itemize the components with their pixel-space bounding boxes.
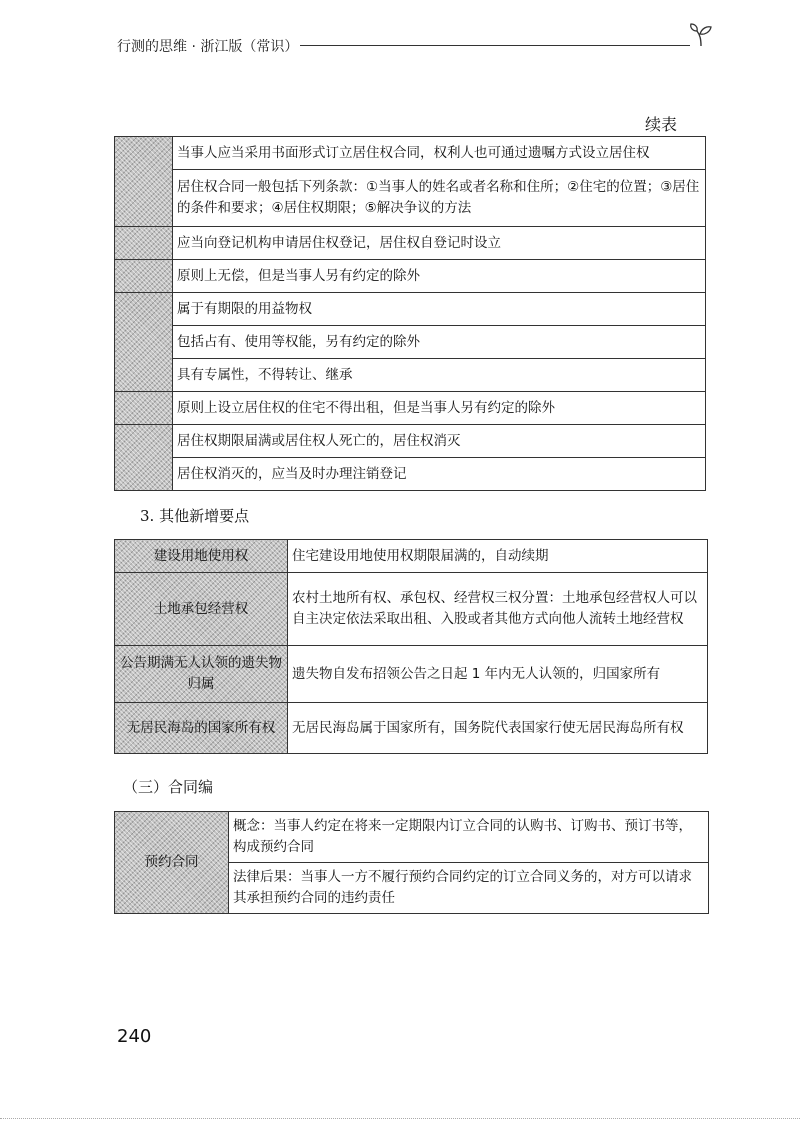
table-cell: 住宅建设用地使用权期限届满的，自动续期 — [288, 540, 708, 573]
table-row — [115, 227, 706, 260]
continued-table-caption: 续表 — [645, 115, 678, 134]
section-heading-contract: （三）合同编 — [123, 778, 214, 796]
table-row — [115, 326, 706, 359]
table-cell: 无居民海岛属于国家所有，国务院代表国家行使无居民海岛所有权 — [288, 703, 708, 754]
other-key-points-table — [114, 539, 708, 754]
table-cell: 居住权期限届满或居住权人死亡的，居住权消灭 — [173, 425, 706, 458]
table-cell: 农村土地所有权、承包权、经营权三权分置：土地承包经营权人可以自主决定依法采取出租、入股或者其他方式向他人流转土地经营权 — [288, 573, 708, 646]
row-label: 公告期满无人认领的遗失物归属 — [115, 646, 288, 703]
row-label: 预约合同 — [115, 812, 229, 914]
page-number: 240 — [117, 1026, 152, 1047]
shaded-label-cell — [115, 227, 173, 260]
table-cell: 原则上设立居住权的住宅不得出租，但是当事人另有约定的除外 — [173, 392, 706, 425]
table-row — [115, 573, 708, 646]
section-heading-other-points: 3. 其他新增要点 — [140, 507, 250, 525]
table-row — [115, 359, 706, 392]
shaded-label-cell — [115, 425, 173, 491]
shaded-label-cell — [115, 392, 173, 425]
table-row — [115, 540, 708, 573]
table-cell: 具有专属性，不得转让、继承 — [173, 359, 706, 392]
sprout-icon — [688, 22, 714, 48]
shaded-label-cell — [115, 293, 173, 392]
table-cell: 原则上无偿，但是当事人另有约定的除外 — [173, 260, 706, 293]
table-cell: 应当向登记机构申请居住权登记，居住权自登记时设立 — [173, 227, 706, 260]
table-row — [115, 137, 706, 170]
table-row — [115, 170, 706, 227]
table-row — [115, 260, 706, 293]
row-label: 建设用地使用权 — [115, 540, 288, 573]
table-row — [115, 293, 706, 326]
table-row — [115, 392, 706, 425]
table-row — [115, 425, 706, 458]
shaded-label-cell — [115, 137, 173, 227]
row-label: 土地承包经营权 — [115, 573, 288, 646]
table-cell: 包括占有、使用等权能，另有约定的除外 — [173, 326, 706, 359]
table-row — [115, 703, 708, 754]
pre-contract-table — [114, 811, 709, 914]
table-cell: 概念：当事人约定在将来一定期限内订立合同的认购书、订购书、预订书等，构成预约合同 — [229, 812, 709, 863]
table-cell: 属于有期限的用益物权 — [173, 293, 706, 326]
row-label: 无居民海岛的国家所有权 — [115, 703, 288, 754]
table-row — [115, 458, 706, 491]
table-cell: 法律后果：当事人一方不履行预约合同约定的订立合同义务的，对方可以请求其承担预约合同的违约责任 — [229, 863, 709, 914]
table-cell: 当事人应当采用书面形式订立居住权合同，权利人也可通过遗嘱方式设立居住权 — [173, 137, 706, 170]
table-cell: 居住权合同一般包括下列条款：①当事人的姓名或者名称和住所；②住宅的位置；③居住的条件和要求；④居住权期限；⑤解决争议的方法 — [173, 170, 706, 227]
shaded-label-cell — [115, 260, 173, 293]
scan-edge-noise — [0, 1118, 800, 1131]
table-cell: 居住权消灭的，应当及时办理注销登记 — [173, 458, 706, 491]
running-header-title: 行测的思维 · 浙江版（常识） — [117, 39, 299, 55]
residence-right-table — [114, 136, 706, 491]
table-row — [115, 812, 709, 863]
table-cell: 遗失物自发布招领公告之日起 1 年内无人认领的，归国家所有 — [288, 646, 708, 703]
header-rule — [300, 45, 690, 46]
table-row — [115, 646, 708, 703]
